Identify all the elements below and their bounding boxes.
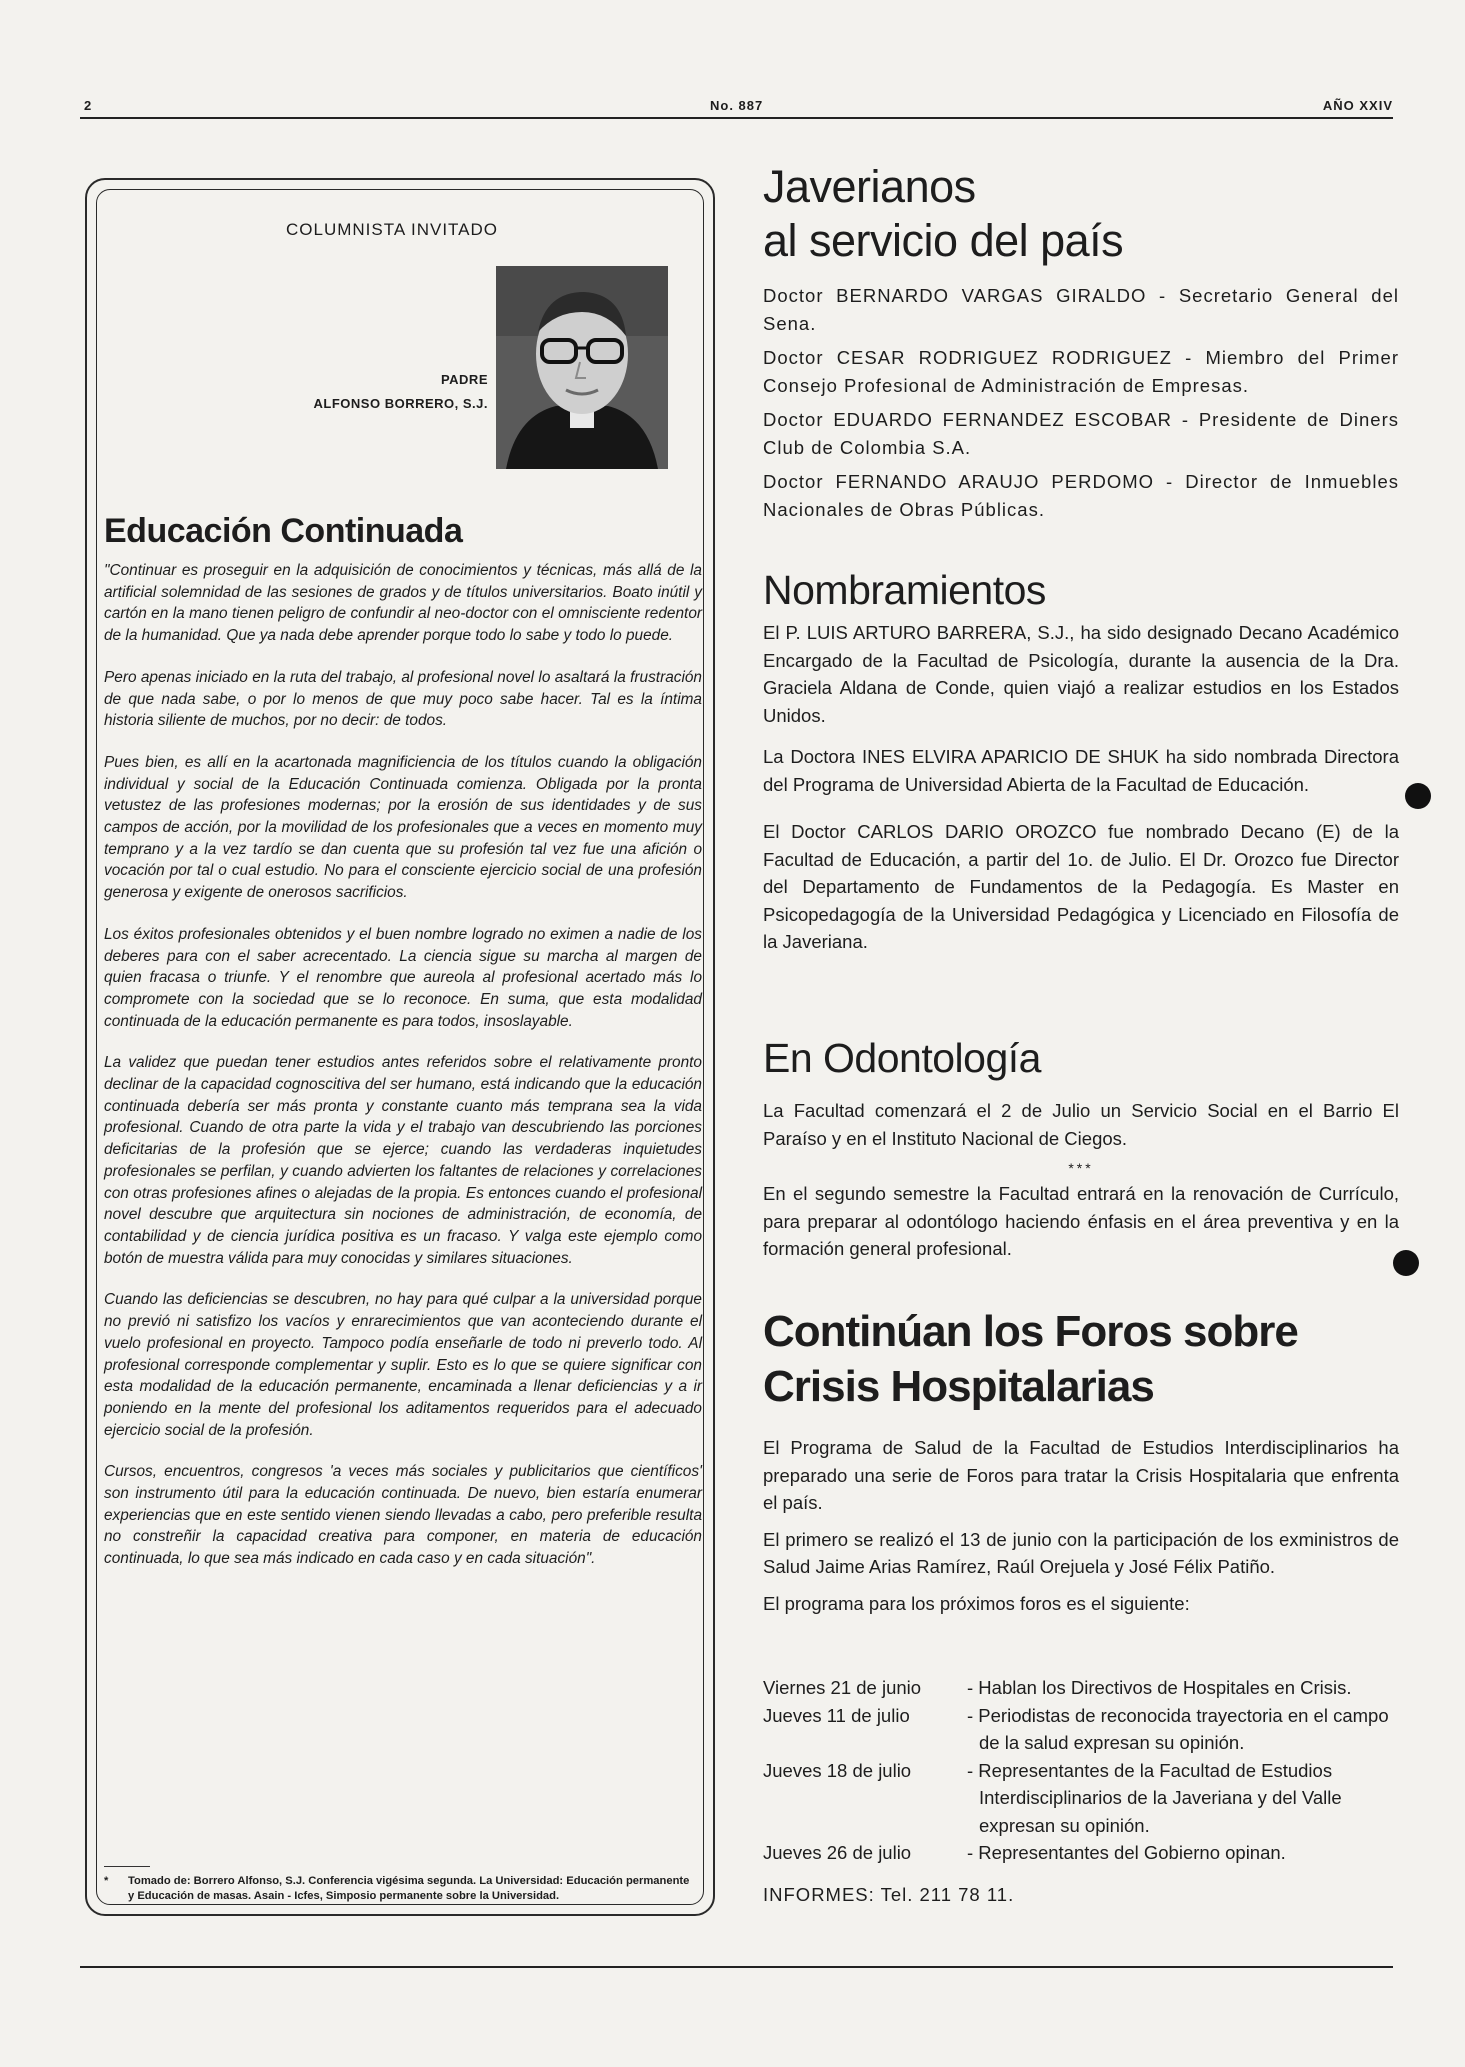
foros-paragraph: El programa para los próximos foros es el siguiente: xyxy=(763,1592,1190,1614)
column-paragraph: Cuando las deficiencias se descubren, no hay para qué culpar a la universidad porque no previó ni satisfizo los vacíos y enrarecimientos que van aconteciendo durante el vuelo profesional en proyecto. Tampoco podía enseñarle de todo ni preverlo todo. Al profesional corresponde complementar y suplir. Esto es lo que se quiere significar con esta modalidad de la educación permanente, encaminada a llenar deficiencias y a ir poniendo en la mente del profesional los aditamentos requeridos para el adecuado ejercicio social de la profesión. xyxy=(104,1291,702,1439)
schedule-row xyxy=(763,1757,1399,1840)
binder-hole-mark xyxy=(1393,1250,1419,1276)
nombramientos-paragraph: El P. LUIS ARTURO BARRERA, S.J., ha sido designado Decano Académico Encargado de la Facultad de Psicología, durante la ausencia de la Dra. Graciela Aldana de Conde, quien viajó a realizar estudios en los Estados Unidos. xyxy=(763,622,1399,726)
foros-title-line1: Continúan los Foros sobre xyxy=(763,1307,1298,1356)
nombramientos-section xyxy=(763,566,1399,956)
schedule-row xyxy=(763,1674,1399,1702)
footnote-separator xyxy=(104,1866,150,1867)
issue-number: No. 887 xyxy=(710,98,764,113)
column-paragraph: Pues bien, es allí en la acartonada magnificiencia de los títulos cuando la obligación individual y social de la Educación Continuada comienza. Obligada por la pronta vetustez de las profesiones modernas; por la erosión de sus identidades y de sus campos de acción, por la movilidad de los profesionales que a veces en momento muy temprano y a la vez tardío se dan cuenta que su profesión tal vez fue una afición o vocación por tal o cual estudio. No para el consciente ejercicio social de una profesión generosa y exigente de onerosos sacrificios. xyxy=(104,753,702,902)
javerianos-title-line2: al servicio del país xyxy=(763,215,1124,266)
nombramientos-paragraph: El Doctor CARLOS DARIO OROZCO fue nombrado Decano (E) de la Facultad de Educación, a partir del 1o. de Julio. El Dr. Orozco fue Director del Departamento de Fundamentos de la Pedagogía. Es Master en Psicopedagogía de la Universidad Pedagógica y Licenciado en Filosofía de la Javeriana. xyxy=(763,821,1399,952)
section-separator: *** xyxy=(1068,1160,1094,1176)
foros-title-line2: Crisis Hospitalarias xyxy=(763,1362,1154,1411)
schedule-date: Jueves 26 de julio xyxy=(763,1842,912,1863)
year-label: AÑO XXIV xyxy=(1322,98,1393,113)
author-byline xyxy=(276,368,488,416)
column-footnote xyxy=(104,1874,694,1903)
schedule-description: - Hablan los Directivos de Hospitales en Crisis. xyxy=(967,1677,1352,1698)
odontologia-title: En Odontología xyxy=(763,1035,1041,1081)
column-paragraph: Pero apenas iniciado en la ruta del trabajo, al profesional novel lo asaltará la frustración de que nada sabe, o por lo menos de que muy poco sabe hacer. Tal es la íntima historia siliente de muchos, por no decir: de todos. xyxy=(104,668,702,730)
column-title: Educación Continuada xyxy=(104,512,463,551)
javerianos-title-line1: Javerianos xyxy=(763,161,976,212)
author-portrait xyxy=(496,266,668,469)
schedule-row xyxy=(763,1702,1399,1757)
javerianos-item: Doctor EDUARDO FERNANDEZ ESCOBAR - Presidente de Diners Club de Colombia S.A. xyxy=(763,409,1399,458)
portrait-illustration xyxy=(496,266,668,469)
page-number: 2 xyxy=(84,98,93,113)
schedule-date: Viernes 21 de junio xyxy=(763,1677,922,1698)
odontologia-paragraph: La Facultad comenzará el 2 de Julio un Servicio Social en el Barrio El Paraíso y en el Instituto Nacional de Ciegos. xyxy=(763,1100,1399,1149)
nombramientos-paragraph: La Doctora INES ELVIRA APARICIO DE SHUK ha sido nombrada Directora del Programa de Universidad Abierta de la Facultad de Educación. xyxy=(763,746,1399,795)
odontologia-paragraph: En el segundo semestre la Facultad entrará en la renovación de Currículo, para preparar al odontólogo haciendo énfasis en el área preventiva y en la formación general profesional. xyxy=(763,1183,1399,1259)
schedule-row xyxy=(763,1839,1399,1867)
javerianos-section xyxy=(763,160,1399,523)
foros-paragraph: El Programa de Salud de la Facultad de Estudios Interdisciplinarios ha preparado una serie de Foros para tratar la Crisis Hospitalaria que enfrenta el país. xyxy=(763,1437,1399,1513)
schedule-description: - Representantes del Gobierno opinan. xyxy=(967,1842,1286,1863)
binder-hole-mark xyxy=(1405,783,1431,809)
footnote-text: Tomado de: Borrero Alfonso, S.J. Conferencia vigésima segunda. La Universidad: Educación permanente y Educación de masas. Asain - Icfes, Simposio permanente sobre la Universidad. xyxy=(128,1875,690,1902)
schedule-description: - Representantes de la Facultad de Estudios Interdisciplinarios de la Javeriana y del Valle expresan su opinión. xyxy=(967,1759,1342,1836)
schedule-date: Jueves 18 de julio xyxy=(763,1759,912,1781)
schedule-date: Jueves 11 de julio xyxy=(763,1704,910,1726)
foros-schedule xyxy=(763,1674,1399,1908)
foros-paragraph: El primero se realizó el 13 de junio con la participación de los exministros de Salud Jaime Arias Ramírez, Raúl Orejuela y José Félix Patiño. xyxy=(763,1528,1399,1577)
footnote-marker: * xyxy=(104,1875,109,1887)
column-body xyxy=(104,560,702,1590)
foros-informes: INFORMES: Tel. 211 78 11. xyxy=(763,1883,1015,1905)
column-paragraph: "Continuar es proseguir en la adquisición de conocimientos y técnicas, más allá de la artificial solemnidad de las sesiones de grados y de títulos universitarios. Boato inútil y cartón en la mano tienen peligro de confundir al neo-doctor con el omnisciente redentor de la humanidad. Que ya nada debe aprender porque todo lo sabe y todo lo puede. xyxy=(104,562,702,645)
odontologia-section xyxy=(763,1034,1399,1263)
guest-column-label: COLUMNISTA INVITADO xyxy=(286,220,499,239)
column-paragraph: Cursos, encuentros, congresos 'a veces más sociales y publicitarios que científicos' son instrumento útil para la educación continuada. De nuevo, bien estaría enumerar experiencias que en este sentido vienen siendo llevadas a cabo, pero preferible resulta no constreñir la capacidad creativa para componer, en materia de educación continuada, lo que sea más indicado en cada caso y en cada situación". xyxy=(104,1463,702,1568)
author-name: ALFONSO BORRERO, S.J. xyxy=(313,396,488,411)
author-title: PADRE xyxy=(440,372,488,387)
header-rule xyxy=(80,117,1393,119)
javerianos-item: Doctor FERNANDO ARAUJO PERDOMO - Director de Inmuebles Nacionales de Obras Públicas. xyxy=(763,471,1399,520)
foros-section xyxy=(763,1304,1399,1617)
javerianos-item: Doctor CESAR RODRIGUEZ RODRIGUEZ - Miembro del Primer Consejo Profesional de Administración de Empresas. xyxy=(763,347,1399,396)
javerianos-item: Doctor BERNARDO VARGAS GIRALDO - Secretario General del Sena. xyxy=(763,285,1399,334)
nombramientos-title: Nombramientos xyxy=(763,567,1046,613)
schedule-description: - Periodistas de reconocida trayectoria en el campo de la salud expresan su opinión. xyxy=(967,1704,1389,1753)
column-paragraph: La validez que puedan tener estudios antes referidos sobre el relativamente pronto declinar de la capacidad cognoscitiva del ser humano, está indicando que la educación continuada debería ser más pronta y constante cuanto más temprana sea la vida profesional. Cuando de otra parte la vida y el trabajo van descubriendo las porciones deficitarias de la profesión que se ejerce; cuando las verdaderas inquietudes profesionales se perfilan, y cuando advierten los faltantes de relaciones y correlaciones con otras profesiones afines o alejadas de la propia. Es entonces cuando el profesional novel descubre que arquitectura sin nociones de administración, de economía, de contabilidad y de ciencia jurídica positiva es un fracaso. Y valga este ejemplo como botón de muestra válida para muy conocidas y similares situaciones. xyxy=(104,1054,702,1267)
footer-rule xyxy=(80,1966,1393,1968)
column-paragraph: Los éxitos profesionales obtenidos y el buen nombre logrado no eximen a nadie de los deberes para con el saber acrecentado. La ciencia sigue su marcha al margen de quien fracasa o triunfe. Y el renombre que aureola al profesional acertado más lo compromete con la sociedad que se lo reconoce. En suma, que esta modalidad continuada de la educación permanente es para todos, insoslayable. xyxy=(104,925,702,1030)
page-header xyxy=(84,98,1393,118)
